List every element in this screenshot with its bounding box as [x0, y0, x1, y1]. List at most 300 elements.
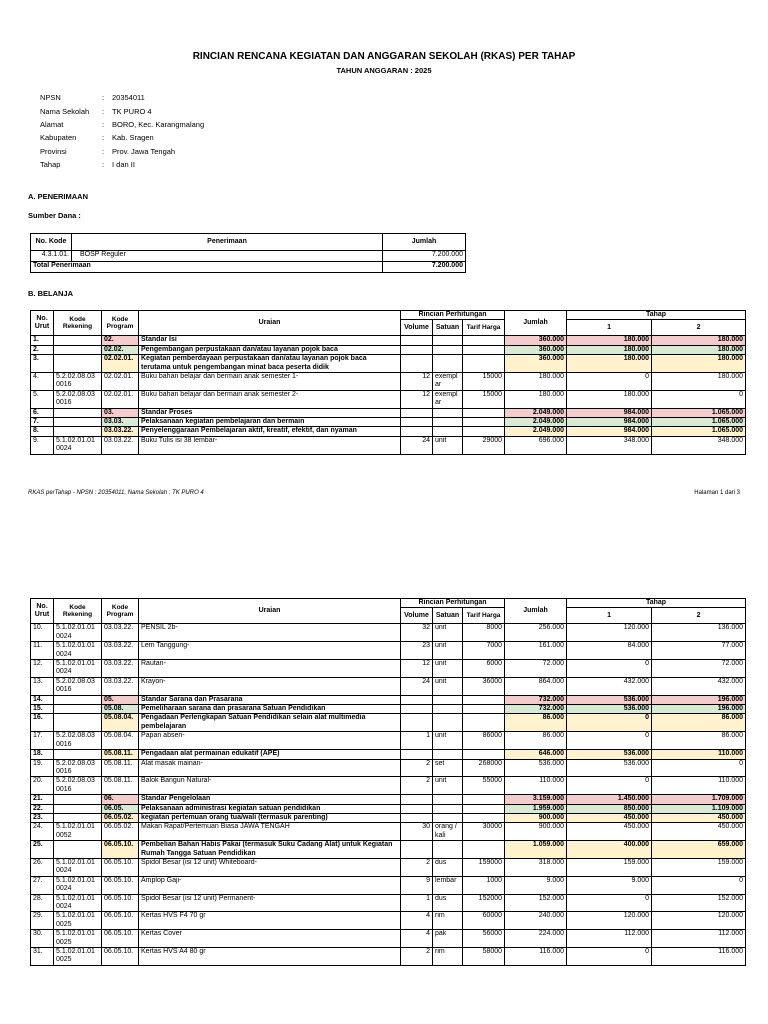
row-no: 26. — [31, 858, 54, 876]
row-kode-program: 06.05.10. — [102, 948, 139, 966]
row-tarif — [463, 705, 505, 714]
row-tahap-2: 0 — [652, 390, 746, 408]
row-satuan: unit — [433, 732, 463, 750]
row-no: 27. — [31, 876, 54, 894]
row-uraian: Spidol Besar (isi 12 unit) Permanent- — [139, 894, 401, 912]
header-kode-rekening: Kode Rekening — [54, 311, 102, 336]
row-uraian: Pelaksanaan administrasi kegiatan satuan pendidikan — [139, 804, 401, 813]
row-satuan: set — [433, 759, 463, 777]
info-label: Tahap — [40, 160, 61, 170]
row-tarif: 55000 — [463, 777, 505, 795]
row-kode-program: 03. — [102, 408, 139, 417]
row-tarif — [463, 750, 505, 759]
row-kode-program: 02.02.01. — [102, 390, 139, 408]
row-satuan — [433, 750, 463, 759]
row-tarif: 56000 — [463, 930, 505, 948]
belanja-row — [31, 624, 746, 642]
row-uraian: Makan Rapat/Pertemuan Biasa JAWA TENGAH — [139, 823, 401, 841]
row-kode-rekening: 5.2.02.08.03 0016 — [54, 373, 102, 391]
row-tahap-1: 120.000 — [567, 912, 652, 930]
row-tarif: 8000 — [463, 624, 505, 642]
header-tahap-2: 2 — [652, 320, 746, 336]
info-colon: : — [102, 160, 105, 170]
row-jumlah: 116.000 — [505, 948, 567, 966]
header-no-urut: No. Urut — [31, 599, 54, 624]
row-tarif: 36000 — [463, 677, 505, 695]
row-tarif: 268000 — [463, 759, 505, 777]
row-satuan: unit — [433, 624, 463, 642]
row-tahap-2: 110.000 — [652, 777, 746, 795]
row-no: 8. — [31, 427, 54, 436]
row-no: 14. — [31, 695, 54, 704]
row-volume: 1 — [401, 732, 433, 750]
header-tahap-1: 1 — [567, 608, 652, 624]
row-satuan — [433, 336, 463, 345]
row-tarif: 1000 — [463, 876, 505, 894]
row-satuan: lembar — [433, 876, 463, 894]
row-uraian: Pengadaan Perlengkapan Satuan Pendidikan selain alat multimedia pembelajaran — [139, 714, 401, 732]
row-jumlah: 646.000 — [505, 750, 567, 759]
row-tahap-2: 180.000 — [652, 345, 746, 354]
row-no: 11. — [31, 642, 54, 660]
belanja-row — [31, 777, 746, 795]
row-kode-program: 03.03.22. — [102, 677, 139, 695]
row-jumlah: 180.000 — [505, 373, 567, 391]
row-tahap-2: 348.000 — [652, 436, 746, 454]
row-tahap-1: 432.000 — [567, 677, 652, 695]
row-satuan: rim — [433, 912, 463, 930]
header-kode-program: Kode Program — [102, 311, 139, 336]
row-jumlah: 3.159.000 — [505, 795, 567, 804]
row-no: 20. — [31, 777, 54, 795]
row-volume — [401, 355, 433, 373]
row-kode-rekening: 5.2.02.08.03 0016 — [54, 732, 102, 750]
penerimaan-total-label: Total Penerimaan — [31, 262, 383, 273]
row-satuan — [433, 695, 463, 704]
row-kode-rekening — [54, 695, 102, 704]
row-tarif — [463, 714, 505, 732]
section-b-heading: B. BELANJA — [28, 289, 74, 298]
row-no: 10. — [31, 624, 54, 642]
row-jumlah: 536.000 — [505, 759, 567, 777]
row-kode-program: 03.03.22. — [102, 427, 139, 436]
row-tahap-1: 984.000 — [567, 408, 652, 417]
row-volume: 24 — [401, 436, 433, 454]
row-kode-program: 02.02.01. — [102, 355, 139, 373]
row-satuan: unit — [433, 777, 463, 795]
row-uraian: Penyelenggaraan Pembelajaran aktif, kreatif, efektif, dan nyaman — [139, 427, 401, 436]
row-jumlah: 360.000 — [505, 355, 567, 373]
header-jumlah: Jumlah — [505, 311, 567, 336]
row-kode-rekening — [54, 804, 102, 813]
info-row — [40, 131, 204, 144]
row-kode-rekening: 5.2.02.08.03 0016 — [54, 759, 102, 777]
row-kode-rekening — [54, 841, 102, 859]
row-tahap-2: 152.000 — [652, 894, 746, 912]
row-kode-rekening: 5.1.02.01.01 0024 — [54, 624, 102, 642]
belanja-table-page2 — [30, 598, 746, 966]
row-no: 4. — [31, 373, 54, 391]
row-jumlah: 900.000 — [505, 813, 567, 822]
row-jumlah: 86.000 — [505, 732, 567, 750]
info-value: I dan II — [112, 160, 135, 170]
info-row — [40, 104, 204, 117]
penerimaan-header-nama: Penerimaan — [72, 234, 383, 251]
penerimaan-row — [31, 251, 466, 262]
row-volume — [401, 336, 433, 345]
belanja-row — [31, 876, 746, 894]
row-volume — [401, 408, 433, 417]
row-kode-program: 02.02.01. — [102, 373, 139, 391]
row-satuan — [433, 813, 463, 822]
belanja-row — [31, 804, 746, 813]
row-tarif: 58000 — [463, 948, 505, 966]
row-satuan: unit — [433, 660, 463, 678]
row-tahap-2: 110.000 — [652, 750, 746, 759]
row-uraian: Buku bahan belajar dan bermain anak semester 2- — [139, 390, 401, 408]
row-tahap-1: 180.000 — [567, 355, 652, 373]
row-jumlah: 2.049.000 — [505, 427, 567, 436]
row-volume: 2 — [401, 948, 433, 966]
row-jumlah: 72.000 — [505, 660, 567, 678]
info-value: 20354011 — [112, 93, 145, 103]
row-uraian: Standar Pengelolaan — [139, 795, 401, 804]
row-tarif: 29000 — [463, 436, 505, 454]
row-no: 1. — [31, 336, 54, 345]
row-tahap-1: 348.000 — [567, 436, 652, 454]
header-kode-rekening: Kode Rekening — [54, 599, 102, 624]
row-tarif — [463, 804, 505, 813]
row-tarif: 15000 — [463, 390, 505, 408]
row-kode-rekening: 5.1.02.01.01 0024 — [54, 894, 102, 912]
row-satuan: orang / kali — [433, 823, 463, 841]
row-no: 18. — [31, 750, 54, 759]
row-no: 30. — [31, 930, 54, 948]
row-satuan: dus — [433, 894, 463, 912]
row-kode-rekening: 5.1.02.01.01 0025 — [54, 912, 102, 930]
row-volume: 24 — [401, 677, 433, 695]
row-kode-program: 03.03.22. — [102, 660, 139, 678]
row-volume: 1 — [401, 894, 433, 912]
row-kode-rekening — [54, 355, 102, 373]
page-number: Halaman 1 dari 3 — [694, 490, 740, 496]
row-satuan — [433, 408, 463, 417]
row-jumlah: 86.000 — [505, 714, 567, 732]
row-kode-program: 06.05.10. — [102, 876, 139, 894]
row-tahap-1: 0 — [567, 894, 652, 912]
row-tahap-2: 1.709.000 — [652, 795, 746, 804]
row-tahap-1: 0 — [567, 948, 652, 966]
row-kode-program: 02.02. — [102, 345, 139, 354]
row-satuan: dus — [433, 858, 463, 876]
row-kode-rekening: 5.1.02.01.01 0025 — [54, 948, 102, 966]
row-uraian: Kertas HVS A4 80 gr — [139, 948, 401, 966]
row-kode-rekening — [54, 418, 102, 427]
row-kode-rekening — [54, 427, 102, 436]
penerimaan-header-kode: No. Kode — [31, 234, 72, 251]
row-no: 3. — [31, 355, 54, 373]
row-satuan — [433, 705, 463, 714]
belanja-row — [31, 930, 746, 948]
row-satuan — [433, 345, 463, 354]
row-uraian: Pelaksanaan kegiatan pembelajaran dan bermain — [139, 418, 401, 427]
row-satuan: unit — [433, 642, 463, 660]
row-kode-program: 03.03.22. — [102, 642, 139, 660]
row-jumlah: 732.000 — [505, 695, 567, 704]
belanja-row — [31, 705, 746, 714]
info-row — [40, 145, 204, 158]
row-volume — [401, 695, 433, 704]
belanja-row — [31, 427, 746, 436]
belanja-row — [31, 642, 746, 660]
row-kode-program: 06.05.10. — [102, 912, 139, 930]
belanja-row — [31, 813, 746, 822]
row-tarif — [463, 795, 505, 804]
row-tarif — [463, 345, 505, 354]
row-tahap-2: 136.000 — [652, 624, 746, 642]
row-tarif — [463, 408, 505, 417]
row-volume: 23 — [401, 642, 433, 660]
belanja-row — [31, 858, 746, 876]
belanja-row — [31, 759, 746, 777]
row-jumlah: 1.059.000 — [505, 841, 567, 859]
row-no: 22. — [31, 804, 54, 813]
row-volume — [401, 841, 433, 859]
row-uraian: Kegiatan pemberdayaan perpustakaan dan/atau layanan pojok baca terutama untuk pengembangan minat baca peserta didik — [139, 355, 401, 373]
row-volume — [401, 418, 433, 427]
row-kode-rekening: 5.1.02.01.01 0024 — [54, 858, 102, 876]
header-tahap: Tahap — [567, 311, 746, 320]
row-satuan — [433, 418, 463, 427]
row-satuan: exempl ar — [433, 373, 463, 391]
row-uraian: Buku bahan belajar dan bermain anak semester 1- — [139, 373, 401, 391]
row-tahap-2: 1.065.000 — [652, 418, 746, 427]
penerimaan-jumlah: 7.200.000 — [383, 251, 466, 262]
row-satuan — [433, 841, 463, 859]
row-uraian: Balok Bangun Natural- — [139, 777, 401, 795]
header-satuan: Satuan — [433, 320, 463, 336]
row-tarif — [463, 418, 505, 427]
header-jumlah: Jumlah — [505, 599, 567, 624]
row-tarif — [463, 813, 505, 822]
row-tahap-1: 536.000 — [567, 705, 652, 714]
row-kode-program: 03.03.22. — [102, 436, 139, 454]
info-row — [40, 158, 204, 171]
row-satuan — [433, 355, 463, 373]
row-uraian: Pengembangan perpustakaan dan/atau layanan pojok baca — [139, 345, 401, 354]
row-kode-program: 06. — [102, 795, 139, 804]
header-rincian: Rincian Perhitungan — [401, 599, 505, 608]
info-colon: : — [102, 133, 105, 143]
info-row — [40, 118, 204, 131]
row-tahap-1: 400.000 — [567, 841, 652, 859]
row-tahap-1: 984.000 — [567, 427, 652, 436]
belanja-row — [31, 795, 746, 804]
school-info — [40, 91, 204, 171]
row-tahap-2: 196.000 — [652, 705, 746, 714]
row-no: 25. — [31, 841, 54, 859]
header-tarif: Tarif Harga — [463, 320, 505, 336]
row-no: 5. — [31, 390, 54, 408]
info-colon: : — [102, 106, 105, 116]
row-tahap-1: 984.000 — [567, 418, 652, 427]
belanja-row — [31, 912, 746, 930]
row-volume — [401, 345, 433, 354]
header-volume: Volume — [401, 320, 433, 336]
row-tahap-2: 77.000 — [652, 642, 746, 660]
row-uraian: Pembelian Bahan Habis Pakai (termasuk Suku Cadang Alat) untuk Kegiatan Rumah Tangga Satuan Pendidikan — [139, 841, 401, 859]
row-tahap-2: 180.000 — [652, 355, 746, 373]
row-no: 12. — [31, 660, 54, 678]
row-tahap-1: 536.000 — [567, 750, 652, 759]
row-jumlah: 240.000 — [505, 912, 567, 930]
row-tahap-1: 536.000 — [567, 759, 652, 777]
row-tahap-1: 180.000 — [567, 345, 652, 354]
row-kode-rekening — [54, 336, 102, 345]
penerimaan-nama: BOSP Reguler — [72, 251, 383, 262]
row-no: 16. — [31, 714, 54, 732]
belanja-row — [31, 660, 746, 678]
row-volume — [401, 750, 433, 759]
info-colon: : — [102, 146, 105, 156]
row-tarif — [463, 336, 505, 345]
row-uraian: Papan absen- — [139, 732, 401, 750]
row-kode-program: 06.05.10. — [102, 930, 139, 948]
row-no: 29. — [31, 912, 54, 930]
row-kode-rekening: 5.1.02.01.01 0024 — [54, 660, 102, 678]
row-tarif: 15000 — [463, 373, 505, 391]
belanja-row — [31, 714, 746, 732]
header-satuan: Satuan — [433, 608, 463, 624]
row-kode-program: 06.05.02. — [102, 823, 139, 841]
belanja-row — [31, 677, 746, 695]
row-tahap-1: 1.450.000 — [567, 795, 652, 804]
row-tahap-1: 112.000 — [567, 930, 652, 948]
row-jumlah: 864.000 — [505, 677, 567, 695]
row-tahap-1: 536.000 — [567, 695, 652, 704]
row-jumlah: 224.000 — [505, 930, 567, 948]
row-uraian: Rautan- — [139, 660, 401, 678]
row-jumlah: 180.000 — [505, 390, 567, 408]
row-uraian: Pemeliharaan sarana dan prasarana Satuan Pendidikan — [139, 705, 401, 714]
row-no: 17. — [31, 732, 54, 750]
row-tarif — [463, 427, 505, 436]
document-subtitle: TAHUN ANGGARAN : 2025 — [336, 66, 432, 75]
penerimaan-table — [30, 233, 466, 273]
row-satuan: rim — [433, 948, 463, 966]
belanja-row — [31, 732, 746, 750]
row-uraian: kegiatan pertemuan orang tua/wali (termasuk parenting) — [139, 813, 401, 822]
row-satuan — [433, 804, 463, 813]
row-tahap-2: 1.065.000 — [652, 427, 746, 436]
row-tahap-1: 0 — [567, 714, 652, 732]
row-tahap-2: 112.000 — [652, 930, 746, 948]
row-no: 13. — [31, 677, 54, 695]
row-uraian: Pengadaan alat permainan edukatif (APE) — [139, 750, 401, 759]
row-uraian: Spidol Besar (isi 12 unit) Whiteboard- — [139, 858, 401, 876]
row-kode-program: 05.08.11. — [102, 759, 139, 777]
row-tahap-1: 0 — [567, 732, 652, 750]
belanja-table-page1 — [30, 310, 746, 455]
row-tahap-2: 196.000 — [652, 695, 746, 704]
row-satuan: unit — [433, 436, 463, 454]
penerimaan-total-row — [31, 262, 466, 273]
row-kode-rekening: 5.1.02.01.01 0024 — [54, 642, 102, 660]
row-jumlah: 2.049.000 — [505, 408, 567, 417]
row-tarif: 159000 — [463, 858, 505, 876]
row-volume: 12 — [401, 373, 433, 391]
row-kode-program: 06.05.02. — [102, 813, 139, 822]
row-volume: 12 — [401, 660, 433, 678]
row-jumlah: 152.000 — [505, 894, 567, 912]
row-tahap-2: 432.000 — [652, 677, 746, 695]
row-no: 31. — [31, 948, 54, 966]
row-uraian: PENSIL 2b- — [139, 624, 401, 642]
row-no: 23. — [31, 813, 54, 822]
row-tahap-2: 120.000 — [652, 912, 746, 930]
row-kode-rekening: 5.1.02.01.01 0025 — [54, 930, 102, 948]
row-tahap-2: 86.000 — [652, 732, 746, 750]
row-tahap-1: 450.000 — [567, 813, 652, 822]
row-kode-program: 03.03.22. — [102, 624, 139, 642]
document-title: RINCIAN RENCANA KEGIATAN DAN ANGGARAN SEKOLAH (RKAS) PER TAHAP — [192, 51, 576, 62]
header-uraian: Uraian — [139, 311, 401, 336]
row-volume — [401, 813, 433, 822]
info-label: Kabupaten — [40, 133, 77, 143]
row-jumlah: 161.000 — [505, 642, 567, 660]
row-satuan — [433, 427, 463, 436]
penerimaan-header-jumlah: Jumlah — [383, 234, 466, 251]
row-jumlah: 318.000 — [505, 858, 567, 876]
row-uraian: Alat masak mainan- — [139, 759, 401, 777]
row-no: 6. — [31, 408, 54, 417]
row-jumlah: 256.000 — [505, 624, 567, 642]
row-tarif — [463, 695, 505, 704]
row-kode-program: 06.05.10. — [102, 858, 139, 876]
row-jumlah: 900.000 — [505, 823, 567, 841]
header-rincian: Rincian Perhitungan — [401, 311, 505, 320]
row-kode-rekening: 5.2.02.08.03 0016 — [54, 777, 102, 795]
header-tarif: Tarif Harga — [463, 608, 505, 624]
row-satuan: pak — [433, 930, 463, 948]
row-no: 21. — [31, 795, 54, 804]
info-label: Nama Sekolah — [40, 106, 90, 116]
header-tahap-2: 2 — [652, 608, 746, 624]
row-volume: 2 — [401, 759, 433, 777]
row-kode-rekening — [54, 345, 102, 354]
row-tahap-2: 72.000 — [652, 660, 746, 678]
row-volume: 2 — [401, 858, 433, 876]
row-tahap-1: 0 — [567, 660, 652, 678]
row-kode-rekening: 5.2.02.08.03 0016 — [54, 390, 102, 408]
row-jumlah: 9.000 — [505, 876, 567, 894]
row-tahap-2: 159.000 — [652, 858, 746, 876]
row-tahap-1: 159.000 — [567, 858, 652, 876]
header-tahap-1: 1 — [567, 320, 652, 336]
row-uraian: Kertas Cover — [139, 930, 401, 948]
belanja-row — [31, 894, 746, 912]
row-uraian: Standar Sarana dan Prasarana — [139, 695, 401, 704]
row-tarif: 86000 — [463, 732, 505, 750]
row-volume — [401, 714, 433, 732]
info-label: Alamat — [40, 119, 64, 129]
penerimaan-total-value: 7.200.000 — [383, 262, 466, 273]
row-jumlah: 360.000 — [505, 345, 567, 354]
info-value: Kab. Sragen — [112, 133, 154, 143]
row-kode-rekening — [54, 795, 102, 804]
row-tarif — [463, 841, 505, 859]
row-kode-program: 05. — [102, 695, 139, 704]
